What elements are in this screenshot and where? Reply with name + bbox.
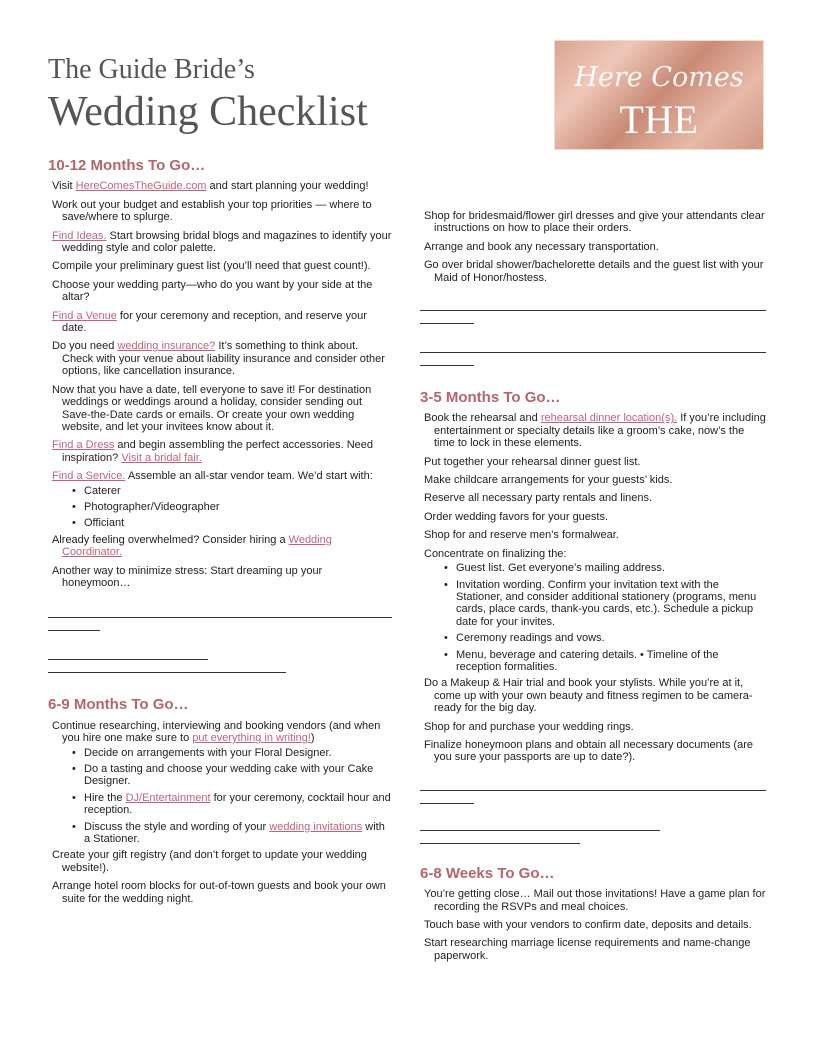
sub-item: • Guest list. Get everyone’s mailing address. — [444, 562, 766, 574]
section-heading-3-5-months: 3-5 Months To Go… — [420, 389, 561, 407]
checklist-item — [50, 439, 392, 464]
item-text: Do you need — [52, 340, 118, 353]
checklist-item: Arrange and book any necessary transportation. — [424, 240, 659, 253]
link-rehearsal-dinner-location[interactable]: rehearsal dinner location(s). — [540, 412, 678, 425]
section-heading-10-12-months: 10-12 Months To Go… — [48, 157, 206, 174]
link-wedding-coordinator[interactable]: Wedding Coordinator. — [62, 533, 332, 559]
item-text: for your ceremony, cocktail hour and reception. — [84, 791, 391, 817]
notes-line[interactable] — [48, 617, 392, 618]
left-column — [48, 157, 392, 911]
notes-line[interactable] — [48, 659, 208, 660]
checklist-item — [50, 230, 392, 255]
sub-item: • Invitation wording. Confirm your invitation text with the Stationer, and consider additional stationery (programs, menu cards, place cards, thank-you cards, etc.). Schedule a pickup date for your invites. — [444, 579, 766, 629]
notes-line[interactable] — [420, 352, 766, 353]
finalize-sublist — [420, 562, 766, 673]
sub-item — [72, 821, 392, 846]
checklist-item: Work out your budget and establish your top priorities — where to save/where to splurge. — [52, 198, 372, 224]
section-heading-6-8-weeks: 6-8 Weeks To Go… — [420, 864, 555, 882]
checklist-item: Compile your preliminary guest list (you’ll need that guest count!). — [52, 260, 371, 273]
checklist-item: Order wedding favors for your guests. — [424, 510, 609, 523]
checklist-item: Make childcare arrangements for your guests’ kids. — [424, 474, 673, 487]
link-find-a-service[interactable]: Find a Service. — [52, 470, 126, 483]
checklist-item: Choose your wedding party—who do you want by your side at the altar? — [52, 278, 373, 304]
link-dj-entertainment[interactable]: DJ/Entertainment — [125, 791, 211, 804]
notes-line[interactable] — [420, 310, 766, 311]
section-heading-6-9-months: 6-9 Months To Go… — [48, 696, 189, 714]
sub-item: • Photographer/Videographer — [72, 501, 392, 513]
checklist-item: Shop for and purchase your wedding rings. — [424, 720, 634, 733]
checklist-item: Shop for bridesmaid/flower girl dresses and give your attendants clear instructions on how to place their orders. — [424, 210, 765, 235]
here-comes-the-guide-logo[interactable] — [554, 40, 764, 189]
item-text: Assemble an all-star vendor team. We’d start with: — [125, 470, 373, 483]
checklist-item: Now that you have a date, tell everyone to save it! For destination weddings or weddings around a holiday, consider sending out Save-the-Date cards or emails. Or create your own wedding website, and let your invitees know about it. — [52, 383, 372, 433]
checklist-item: Concentrate on finalizing the: — [424, 547, 567, 560]
notes-line[interactable] — [420, 830, 660, 831]
checklist-item: Create your gift registry (and don’t forget to update your wedding website!). — [52, 849, 367, 874]
item-text: Visit — [52, 180, 76, 193]
logo-main-text: THE GUIDE — [595, 97, 723, 189]
link-wedding-invitations[interactable]: wedding invitations — [269, 820, 363, 833]
link-find-a-venue[interactable]: Find a Venue — [52, 309, 117, 322]
link-herecomestheguide[interactable]: HereComesTheGuide.com — [75, 180, 207, 193]
item-text: and start planning your wedding! — [206, 180, 369, 193]
checklist-item: Arrange hotel room blocks for out-of-town guests and book your own suite for the wedding night. — [52, 880, 386, 905]
item-text: Discuss the style and wording of your — [84, 820, 270, 833]
checklist-item — [50, 720, 392, 745]
checklist-item: Go over bridal shower/bachelorette details and the guest list with your Maid of Honor/hostess. — [424, 259, 764, 284]
link-visit-bridal-fair[interactable]: Visit a bridal fair. — [121, 451, 202, 464]
checklist-item: Reserve all necessary party rentals and linens. — [424, 492, 653, 505]
logo-script-text: Here Comes — [574, 62, 744, 93]
title-line-1: The Guide Bride’s — [48, 54, 255, 85]
notes-line[interactable] — [420, 790, 766, 791]
checklist-item: Finalize honeymoon plans and obtain all necessary documents (are you sure your passports are up to date?). — [424, 738, 753, 764]
item-text: with a Stationer. — [84, 820, 385, 846]
checklist-item — [50, 470, 392, 482]
item-text: Start browsing bridal blogs and magazines to identify your wedding style and color palette. — [62, 229, 392, 255]
sub-item — [72, 792, 392, 817]
link-find-a-dress[interactable]: Find a Dress — [52, 439, 115, 452]
sub-item: • Caterer — [72, 485, 392, 497]
checklist-item — [422, 412, 766, 449]
sub-item: • Menu, beverage and catering details. • Timeline of the reception formalities. — [444, 649, 766, 674]
vendor-sublist — [48, 485, 392, 530]
checklist-item: Put together your rehearsal dinner guest list. — [424, 455, 641, 468]
item-text: for your ceremony and reception, and reserve your date. — [62, 309, 367, 335]
item-text: Continue researching, interviewing and booking vendors (and when you hire one make sure to — [52, 719, 381, 745]
sub-item: • Officiant — [72, 517, 392, 529]
item-text: If you’re including entertainment or specialty details like a groom’s cake, now’s the time to lock in these elements. — [434, 412, 766, 450]
checklist-item: Do a Makeup & Hair trial and book your stylists. While you’re at it, come up with your own beauty and fitness regimen to be camera-ready for the big day. — [424, 677, 753, 715]
checklist-item: You’re getting close… Mail out those invitations! Have a game plan for recording the RSVPs and meal choices. — [424, 888, 766, 913]
sub-item: • Ceremony readings and vows. — [444, 632, 766, 644]
checklist-item — [50, 310, 392, 335]
checklist-item: Start researching marriage license requirements and name-change paperwork. — [424, 937, 751, 962]
item-text: and begin assembling the perfect accessories. Need inspiration? — [62, 439, 374, 464]
sub-item: • Decide on arrangements with your Floral Designer. — [72, 747, 392, 759]
sub-item: • Do a tasting and choose your wedding cake with your Cake Designer. — [72, 763, 392, 788]
item-text: It’s something to think about. Check with your venue about liability insurance and consider other options, like cancellation insurance. — [62, 340, 385, 378]
checklist-item — [50, 340, 392, 377]
item-text: Already feeling overwhelmed? Consider hiring a — [52, 533, 289, 546]
link-wedding-insurance[interactable]: wedding insurance? — [117, 340, 216, 353]
link-find-ideas[interactable]: Find Ideas. — [52, 229, 107, 242]
checklist-item — [50, 534, 392, 559]
checklist-item: Touch base with your vendors to confirm date, deposits and details. — [424, 919, 752, 931]
item-text: Hire the — [84, 791, 126, 804]
right-column — [420, 210, 766, 968]
checklist-item: Shop for and reserve men’s formalwear. — [424, 529, 619, 542]
item-text: ) — [310, 732, 315, 745]
link-put-everything-in-writing[interactable]: put everything in writing! — [192, 732, 311, 745]
vendor-tasks-sublist — [48, 747, 392, 846]
checklist-item — [50, 180, 392, 192]
title-line-2: Wedding Checklist — [48, 89, 368, 135]
checklist-item: Another way to minimize stress: Start dreaming up your honeymoon… — [52, 564, 323, 589]
item-text: Book the rehearsal and — [424, 412, 541, 425]
